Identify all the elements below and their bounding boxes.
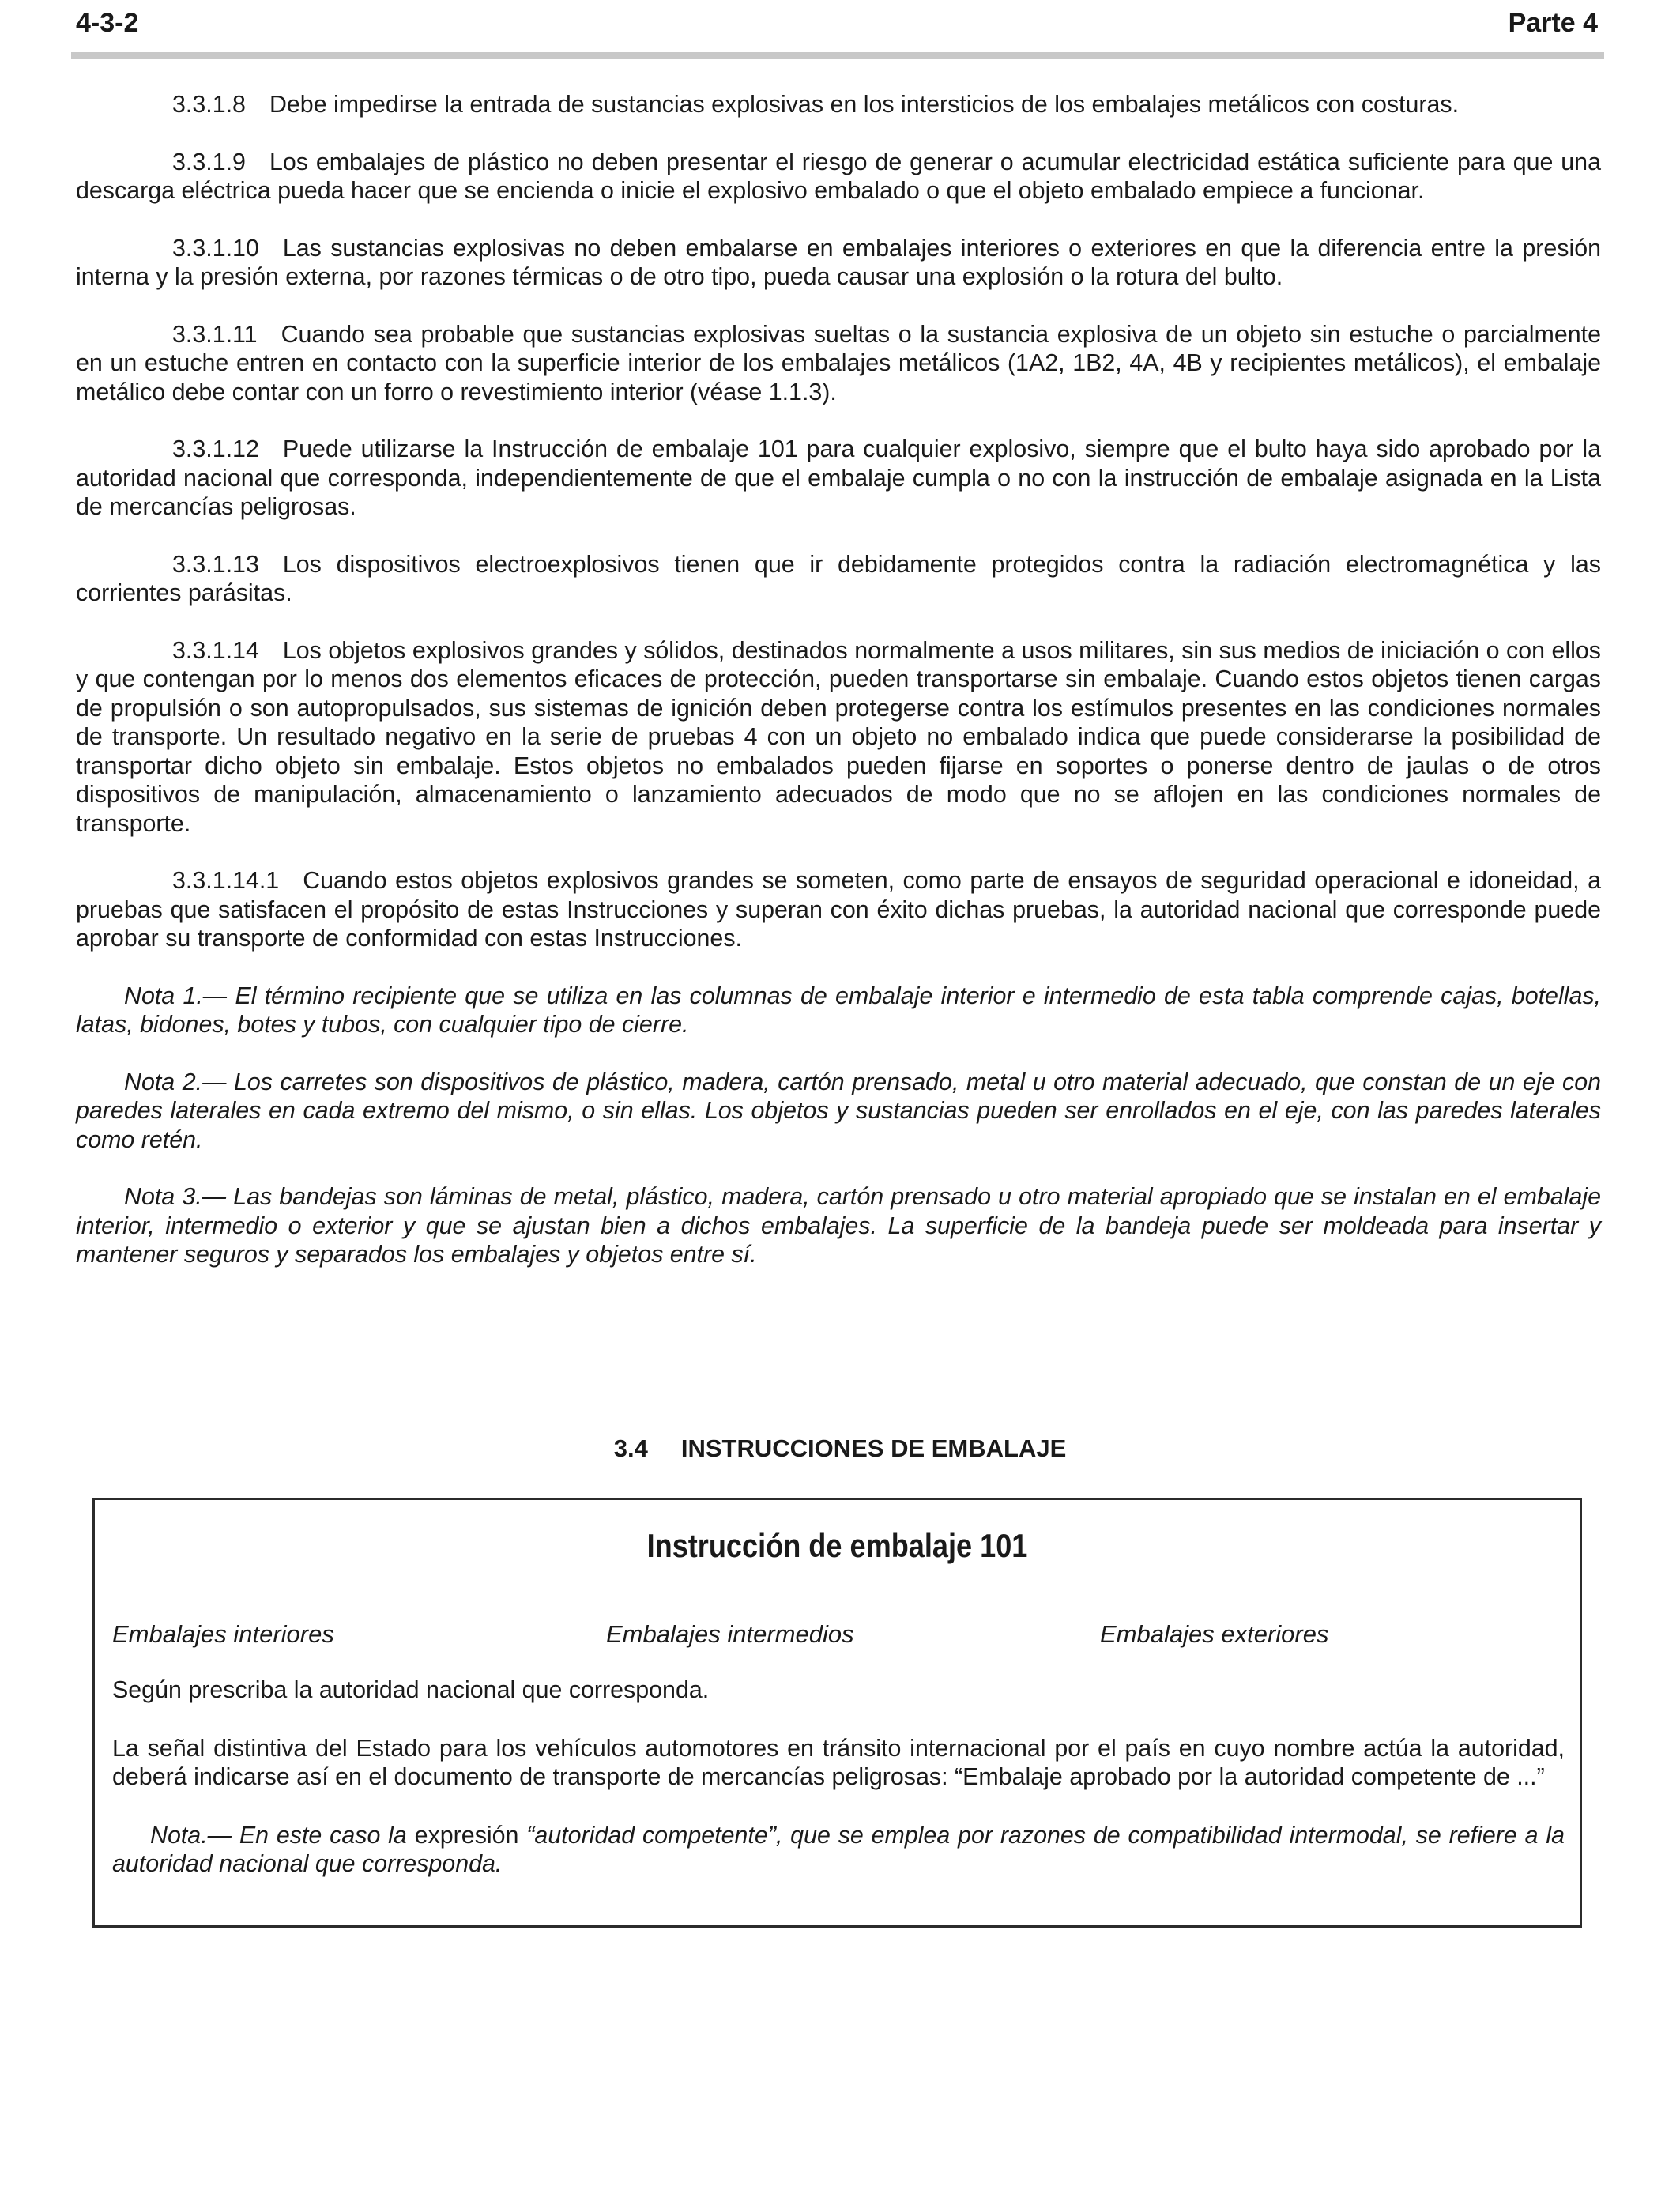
pi-note-label: Nota.— <box>150 1821 232 1849</box>
paragraph <box>76 148 1601 205</box>
page-number: 4-3-2 <box>76 8 139 38</box>
document-body <box>76 90 1601 1298</box>
pi-note-pre: En este caso la <box>239 1821 407 1849</box>
column-intermediate-packagings: Embalajes intermedios <box>606 1620 854 1648</box>
note-text: El término recipiente que se utiliza en las columnas de embalaje interior e intermedio de esta tabla comprende cajas, botellas, latas, bidones, botes y tubos, con cualquier tipo de cierre. <box>76 982 1602 1038</box>
page-header <box>71 5 1604 59</box>
section-title: INSTRUCCIONES DE EMBALAJE <box>680 1434 1067 1462</box>
packing-instruction-box <box>92 1498 1582 1928</box>
paragraph <box>76 234 1601 292</box>
paragraph-number: 3.3.1.13 <box>172 550 259 578</box>
paragraph-number: 3.3.1.12 <box>172 435 259 462</box>
paragraph-number: 3.3.1.11 <box>172 320 258 348</box>
note-label: Nota 1.— <box>124 982 228 1009</box>
paragraph <box>76 320 1601 407</box>
pi-note-post: “autoridad competente”, que se emplea por razones de compatibilidad intermodal, se refiere a la autoridad nacional que corresponda. <box>112 1821 1565 1877</box>
paragraph-text: Cuando sea probable que sustancias explosivas sueltas o la sustancia explosiva de un objeto sin estuche o parcialmente en un estuche entren en contacto con la superficie interior de los embalajes metálicos (1A2, 1B2, 4A, 4B y recipientes metálicos), el embalaje metálico debe contar con un forro o revestimiento interior (véase 1.1.3). <box>76 320 1601 405</box>
paragraph-number: 3.3.1.8 <box>172 91 246 118</box>
part-label: Parte 4 <box>1508 8 1598 38</box>
note <box>76 1182 1601 1269</box>
paragraph <box>76 90 1601 119</box>
paragraph-text: Debe impedirse la entrada de sustancias explosivas en los intersticios de los embalajes metálicos con costuras. <box>269 91 1460 118</box>
paragraph-text: Las sustancias explosivas no deben embalarse en embalajes interiores o exteriores en que la diferencia entre la presión interna y la presión externa, por razones térmicas o de otro tipo, pueda causar una explosión o la rotura del bulto. <box>76 234 1601 290</box>
paragraph-number: 3.3.1.9 <box>172 148 246 175</box>
note-text: Los carretes son dispositivos de plástico, madera, cartón prensado, metal u otro material adecuado, que constan de un eje con paredes laterales en cada extremo del mismo, o sin ellas. Los objetos y sustancias pueden ser enrollados en el eje, con las paredes laterales como retén. <box>76 1068 1602 1153</box>
section-number: 3.4 <box>613 1434 648 1462</box>
note <box>76 1068 1601 1155</box>
pi-note <box>112 1821 1565 1879</box>
paragraph-text: Puede utilizarse la Instrucción de embalaje 101 para cualquier explosivo, siempre que el bulto haya sido aprobado por la autoridad nacional que corresponda, independientemente de que el embalaje cumpla o no con la instrucción de embalaje asignada en la Lista de mercancías peligrosas. <box>76 435 1601 520</box>
paragraph-number: 3.3.1.10 <box>172 234 259 262</box>
paragraph-number: 3.3.1.14.1 <box>172 867 280 894</box>
note <box>76 982 1601 1039</box>
paragraph <box>76 866 1601 953</box>
pi-text: Según prescriba la autoridad nacional que corresponda. <box>112 1676 710 1703</box>
note-text: Las bandejas son láminas de metal, plástico, madera, cartón prensado u otro material apropiado que se instalan en el embalaje interior, intermedio o exterior y que se ajustan bien a dichos embalajes. La superficie de la bandeja puede ser moldeada para insertar y mantener seguros y separados los embalajes y objetos entre sí. <box>76 1183 1601 1268</box>
pi-note-word: expresión <box>414 1821 519 1849</box>
paragraph-text: Los embalajes de plástico no deben presentar el riesgo de generar o acumular electricidad estática suficiente para que una descarga eléctrica pueda hacer que se encienda o inicie el explosivo embalado o que el objeto embalado empiece a funcionar. <box>76 148 1601 204</box>
note-label: Nota 3.— <box>124 1183 227 1210</box>
paragraph <box>76 550 1601 608</box>
column-inner-packagings: Embalajes interiores <box>112 1620 334 1648</box>
paragraph-text: Los dispositivos electroexplosivos tienen que ir debidamente protegidos contra la radiación electromagnética y las corrientes parásitas. <box>76 550 1601 606</box>
paragraph <box>76 435 1601 522</box>
pi-text: La señal distintiva del Estado para los vehículos automotores en tránsito internacional por el país en cuyo nombre actúa la autoridad, deberá indicarse así en el documento de transporte de mercancías peligrosas: “Embalaje aprobado por la autoridad competente de ...” <box>112 1734 1565 1790</box>
paragraph-text: Los objetos explosivos grandes y sólidos, destinados normalmente a usos militares, sin sus medios de iniciación o con ellos y que contengan por lo menos dos elementos eficaces de protección, pueden transportarse sin embalaje. Cuando estos objetos tienen cargas de propulsión o son autopropulsados, sus sistemas de ignición deben protegerse contra los estímulos presentes en las condiciones normales de transporte. Un resultado negativo en la serie de pruebas 4 con un objeto no embalado indica que puede considerarse la posibilidad de transportar dicho objeto sin embalaje. Estos objetos no embalados pueden fijarse en soportes o ponerse dentro de jaulas o de otros dispositivos de manipulación, almacenamiento o lanzamiento adecuados de modo que no se aflojen en las condiciones normales de transporte. <box>76 636 1601 837</box>
packing-instruction-body <box>112 1676 1565 1908</box>
packing-instruction-title: Instrucción de embalaje 101 <box>646 1527 1028 1564</box>
column-outer-packagings: Embalajes exteriores <box>1100 1620 1329 1648</box>
paragraph <box>76 636 1601 839</box>
section-heading <box>0 1434 1680 1463</box>
note-label: Nota 2.— <box>124 1068 227 1095</box>
paragraph-text: Cuando estos objetos explosivos grandes se someten, como parte de ensayos de seguridad operacional e idoneidad, a pruebas que satisfacen el propósito de estas Instrucciones y superan con éxito dichas pruebas, la autoridad nacional que corresponde puede aprobar su transporte de conformidad con estas Instrucciones. <box>76 867 1601 952</box>
paragraph-number: 3.3.1.14 <box>172 636 259 664</box>
